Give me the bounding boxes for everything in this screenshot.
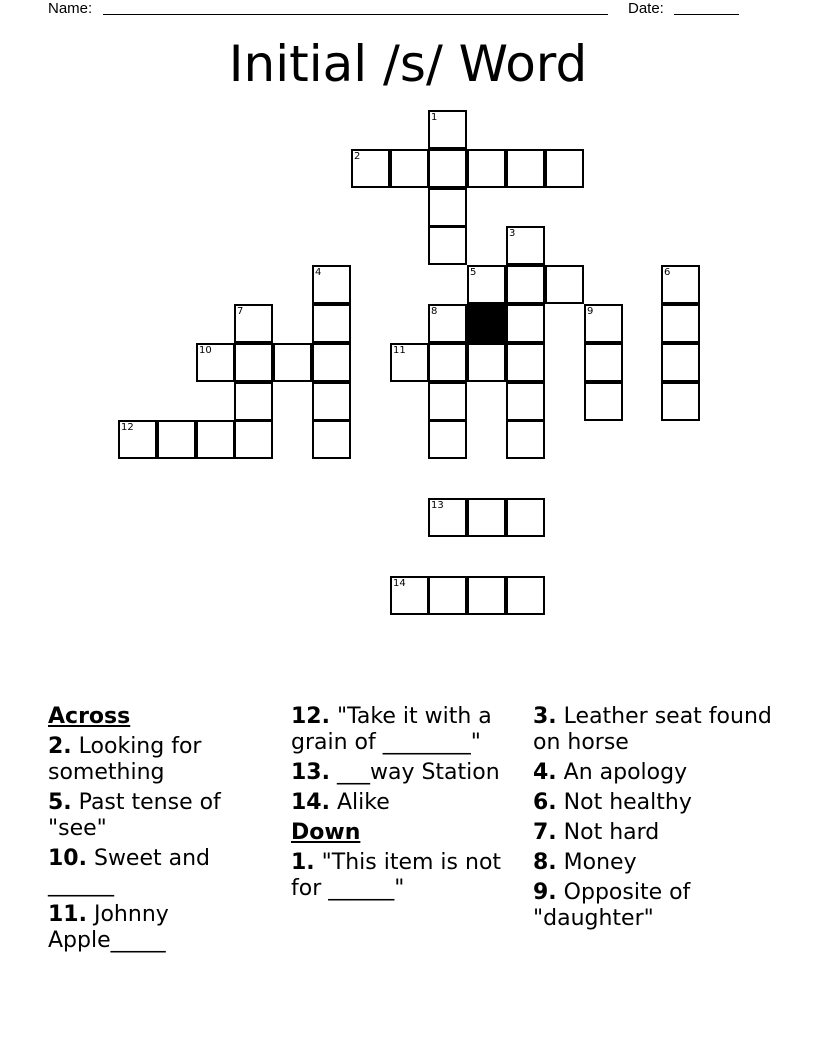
down-clue: 1. "This item is not for ______"	[291, 850, 502, 901]
down-clue: 9. Opposite of "daughter"	[533, 880, 691, 931]
crossword-cell[interactable]	[584, 304, 623, 343]
across-clue: 14. Alike	[291, 790, 390, 815]
crossword-cell[interactable]	[118, 420, 157, 459]
clue-number: 1	[431, 112, 438, 123]
crossword-cell[interactable]	[467, 149, 506, 188]
crossword-cell[interactable]	[234, 420, 273, 459]
crossword-cell[interactable]	[312, 265, 351, 304]
clue-number: 11	[393, 345, 406, 356]
crossword-cell[interactable]	[234, 304, 273, 343]
crossword-cell[interactable]	[467, 576, 506, 615]
crossword-cell[interactable]	[584, 382, 623, 421]
across-clue: 10. Sweet and ______	[48, 846, 211, 897]
crossword-cell[interactable]	[390, 149, 429, 188]
crossword-cell[interactable]	[506, 420, 545, 459]
crossword-cell[interactable]	[545, 265, 584, 304]
crossword-cell[interactable]	[157, 420, 196, 459]
clue-number: 8	[431, 306, 438, 317]
crossword-cell[interactable]	[428, 110, 467, 149]
crossword-cell[interactable]	[584, 343, 623, 382]
name-label: Name:	[48, 0, 93, 17]
crossword-cell[interactable]	[467, 343, 506, 382]
crossword-cell[interactable]	[661, 343, 700, 382]
across-clue: 13. ___way Station	[291, 760, 500, 785]
crossword-cell[interactable]	[661, 304, 700, 343]
crossword-cell[interactable]	[312, 343, 351, 382]
clue-column-2	[291, 704, 521, 906]
crossword-cell[interactable]	[661, 265, 700, 304]
crossword-cell[interactable]	[506, 343, 545, 382]
crossword-cell[interactable]	[506, 226, 545, 265]
crossword-cell[interactable]	[390, 576, 429, 615]
crossword-cell[interactable]	[428, 382, 467, 421]
crossword-cell[interactable]	[428, 576, 467, 615]
across-clue: 5. Past tense of "see"	[48, 790, 221, 841]
crossword-cell[interactable]	[506, 382, 545, 421]
crossword-cell[interactable]	[428, 420, 467, 459]
crossword-cell[interactable]	[428, 498, 467, 537]
crossword-cell[interactable]	[467, 498, 506, 537]
clue-column-3	[533, 704, 773, 936]
crossword-cell[interactable]	[312, 382, 351, 421]
crossword-cell[interactable]	[312, 304, 351, 343]
crossword-cell[interactable]	[428, 304, 467, 343]
crossword-cell[interactable]	[428, 226, 467, 265]
clue-number: 9	[587, 306, 594, 317]
clue-number: 5	[470, 267, 477, 278]
down-clue: 8. Money	[533, 850, 637, 875]
down-clue: 6. Not healthy	[533, 790, 692, 815]
down-clue: 4. An apology	[533, 760, 688, 785]
clue-number: 6	[664, 267, 671, 278]
across-heading: Across	[48, 704, 131, 729]
clue-number: 10	[199, 345, 212, 356]
date-label: Date:	[628, 0, 664, 17]
clue-number: 13	[431, 500, 444, 511]
across-clue: 2. Looking for something	[48, 734, 202, 785]
crossword-cell[interactable]	[234, 382, 273, 421]
crossword-cell[interactable]	[312, 420, 351, 459]
crossword-cell[interactable]	[273, 343, 312, 382]
crossword-cell[interactable]	[545, 149, 584, 188]
clue-column-1	[48, 704, 276, 958]
crossword-cell[interactable]	[196, 343, 235, 382]
clue-number: 7	[237, 306, 244, 317]
crossword-cell[interactable]	[196, 420, 235, 459]
crossword-cell[interactable]	[506, 265, 545, 304]
crossword-cell[interactable]	[506, 304, 545, 343]
down-heading: Down	[291, 820, 361, 845]
clue-number: 12	[121, 422, 134, 433]
crossword-cell[interactable]	[428, 188, 467, 227]
crossword-cell[interactable]	[428, 343, 467, 382]
across-clue: 12. "Take it with a grain of ________"	[291, 704, 492, 755]
crossword-cell[interactable]	[506, 149, 545, 188]
across-clue: 11. Johnny Apple_____	[48, 902, 169, 953]
clue-number: 4	[315, 267, 322, 278]
crossword-cell[interactable]	[506, 498, 545, 537]
crossword-cell[interactable]	[467, 265, 506, 304]
crossword-cell[interactable]	[234, 343, 273, 382]
page-title: Initial /s/ Word	[228, 35, 588, 93]
clue-number: 2	[354, 151, 361, 162]
crossword-cell[interactable]	[390, 343, 429, 382]
crossword-cell[interactable]	[428, 149, 467, 188]
down-clue: 3. Leather seat found on horse	[533, 704, 772, 755]
crossword-cell[interactable]	[661, 382, 700, 421]
crossword-block	[467, 304, 506, 343]
clue-number: 14	[393, 578, 406, 589]
crossword-cell[interactable]	[506, 576, 545, 615]
down-clue: 7. Not hard	[533, 820, 660, 845]
clue-number: 3	[509, 228, 516, 239]
crossword-cell[interactable]	[351, 149, 390, 188]
